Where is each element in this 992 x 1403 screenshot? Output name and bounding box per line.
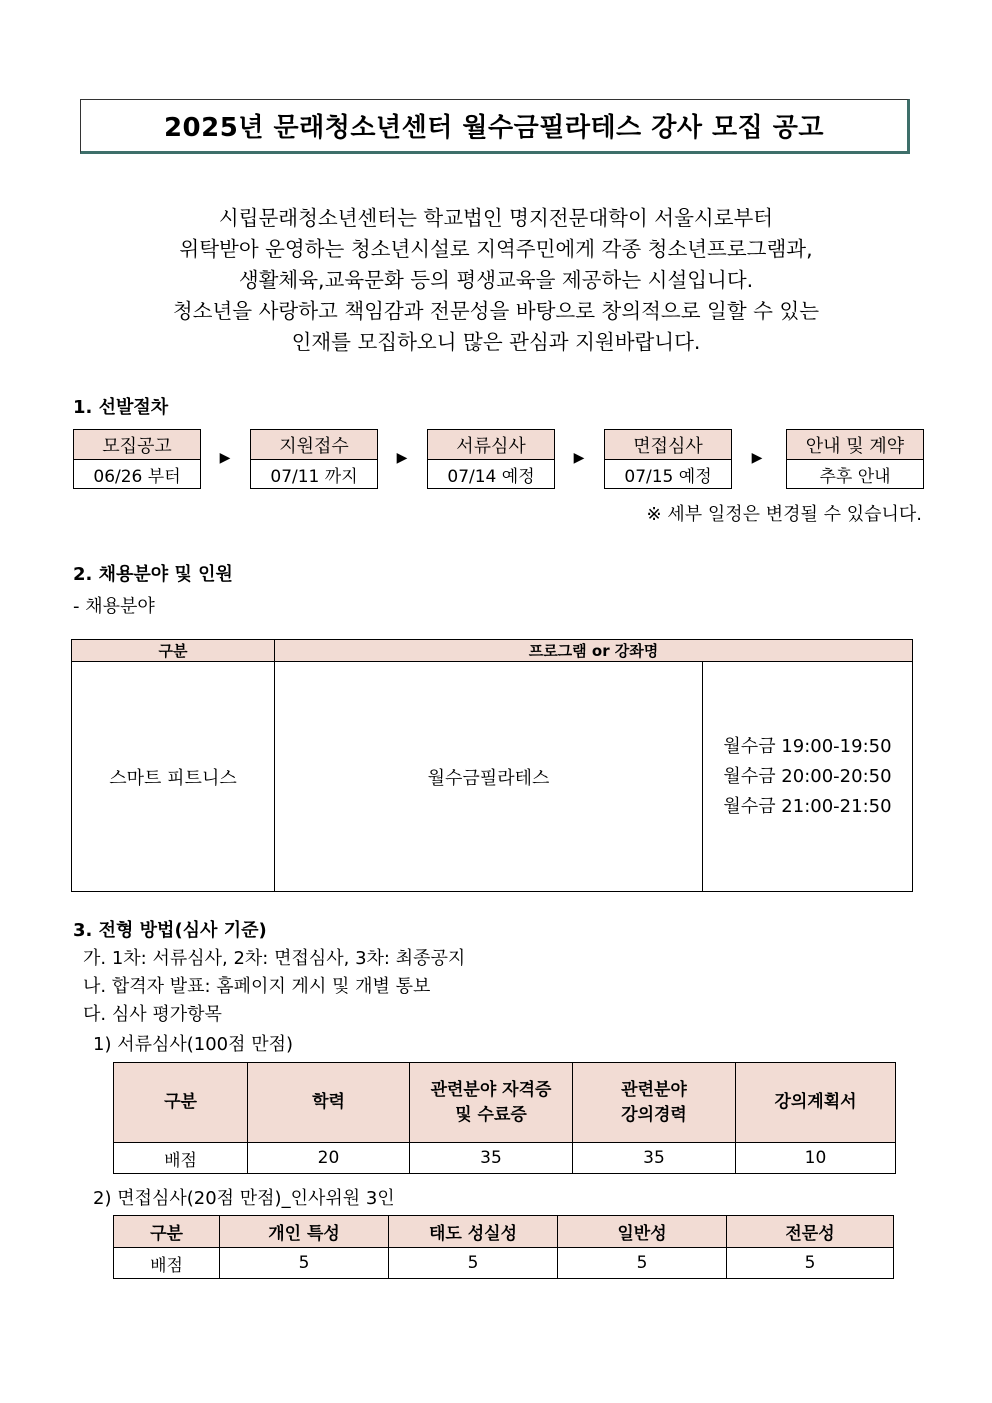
arrow-right-icon: ▶	[396, 450, 408, 466]
section-2-sub: - 채용분야	[73, 596, 155, 617]
step-date: 추후 안내	[819, 467, 891, 487]
section-2-heading: 2. 채용분야 및 인원	[73, 564, 233, 585]
table-header: 전문성	[727, 1216, 894, 1248]
step-label: 지원접수	[251, 430, 377, 460]
step-date: 07/15 예정	[624, 467, 712, 487]
step-recruit-notice	[73, 429, 201, 489]
interview-title: 2) 면접심사(20점 만점)_인사위원 3인	[93, 1188, 395, 1209]
score-cell: 5	[558, 1248, 727, 1279]
document-title: 2025년 문래청소년센터 월수금필라테스 강사 모집 공고	[80, 99, 910, 154]
schedule-line: 월수금 19:00-19:50	[723, 735, 892, 757]
score-cell: 5	[220, 1248, 389, 1279]
arrow-right-icon: ▶	[219, 450, 231, 466]
score-cell: 5	[727, 1248, 894, 1279]
table-header: 학력	[248, 1063, 410, 1143]
schedule-line: 월수금 21:00-21:50	[723, 795, 892, 817]
step-label: 면접심사	[605, 430, 731, 460]
section-1-heading: 1. 선발절차	[73, 397, 169, 418]
table-header: 구분	[72, 640, 275, 662]
score-cell: 35	[410, 1143, 573, 1174]
doc-review-table	[113, 1062, 896, 1174]
step-contract	[786, 429, 924, 489]
table-header: 개인 특성	[220, 1216, 389, 1248]
table-header: 구분	[114, 1063, 248, 1143]
table-header: 구분	[114, 1216, 220, 1248]
step-date: 07/11 까지	[270, 467, 358, 487]
score-cell: 20	[248, 1143, 410, 1174]
arrow-right-icon: ▶	[573, 450, 585, 466]
interview-table	[113, 1215, 894, 1279]
step-date: 06/26 부터	[93, 467, 181, 487]
intro-line: 인재를 모집하오니 많은 관심과 지원바랍니다.	[291, 330, 701, 354]
intro-line: 위탁받아 운영하는 청소년시설로 지역주민에게 각종 청소년프로그램과,	[179, 237, 813, 261]
schedule-cell	[703, 662, 913, 892]
selection-item: 나. 합격자 발표: 홈페이지 게시 및 개별 통보	[83, 976, 431, 997]
step-interview	[604, 429, 732, 489]
recruit-field-table	[71, 639, 913, 892]
program-cell: 월수금필라테스	[275, 662, 703, 892]
schedule-line: 월수금 20:00-20:50	[723, 765, 892, 787]
score-cell: 35	[573, 1143, 736, 1174]
category-cell: 스마트 피트니스	[72, 662, 275, 892]
selection-item: 다. 심사 평가항목	[83, 1004, 222, 1025]
selection-item: 가. 1차: 서류심사, 2차: 면접심사, 3차: 최종공지	[83, 948, 466, 969]
step-application	[250, 429, 378, 489]
arrow-right-icon: ▶	[751, 450, 763, 466]
schedule-note: ※ 세부 일정은 변경될 수 있습니다.	[646, 504, 922, 525]
table-header: 태도 성실성	[389, 1216, 558, 1248]
intro-line: 청소년을 사랑하고 책임감과 전문성을 바탕으로 창의적으로 일할 수 있는	[172, 299, 820, 323]
table-header: 일반성	[558, 1216, 727, 1248]
score-cell: 5	[389, 1248, 558, 1279]
score-cell: 10	[736, 1143, 896, 1174]
intro-paragraph	[60, 203, 932, 358]
doc-review-title: 1) 서류심사(100점 만점)	[93, 1034, 294, 1055]
table-header: 관련분야 강의경력	[573, 1063, 736, 1143]
row-label: 배점	[114, 1143, 248, 1174]
step-date: 07/14 예정	[447, 467, 535, 487]
section-3-heading: 3. 전형 방법(심사 기준)	[73, 920, 267, 941]
table-header: 프로그램 or 강좌명	[275, 640, 913, 662]
step-label: 서류심사	[428, 430, 554, 460]
step-label: 모집공고	[74, 430, 200, 460]
row-label: 배점	[114, 1248, 220, 1279]
step-document-review	[427, 429, 555, 489]
intro-line: 생활체육,교육문화 등의 평생교육을 제공하는 시설입니다.	[238, 268, 754, 292]
intro-line: 시립문래청소년센터는 학교법인 명지전문대학이 서울시로부터	[218, 206, 774, 230]
step-label: 안내 및 계약	[787, 430, 923, 460]
table-header: 강의계획서	[736, 1063, 896, 1143]
table-header: 관련분야 자격증 및 수료증	[410, 1063, 573, 1143]
